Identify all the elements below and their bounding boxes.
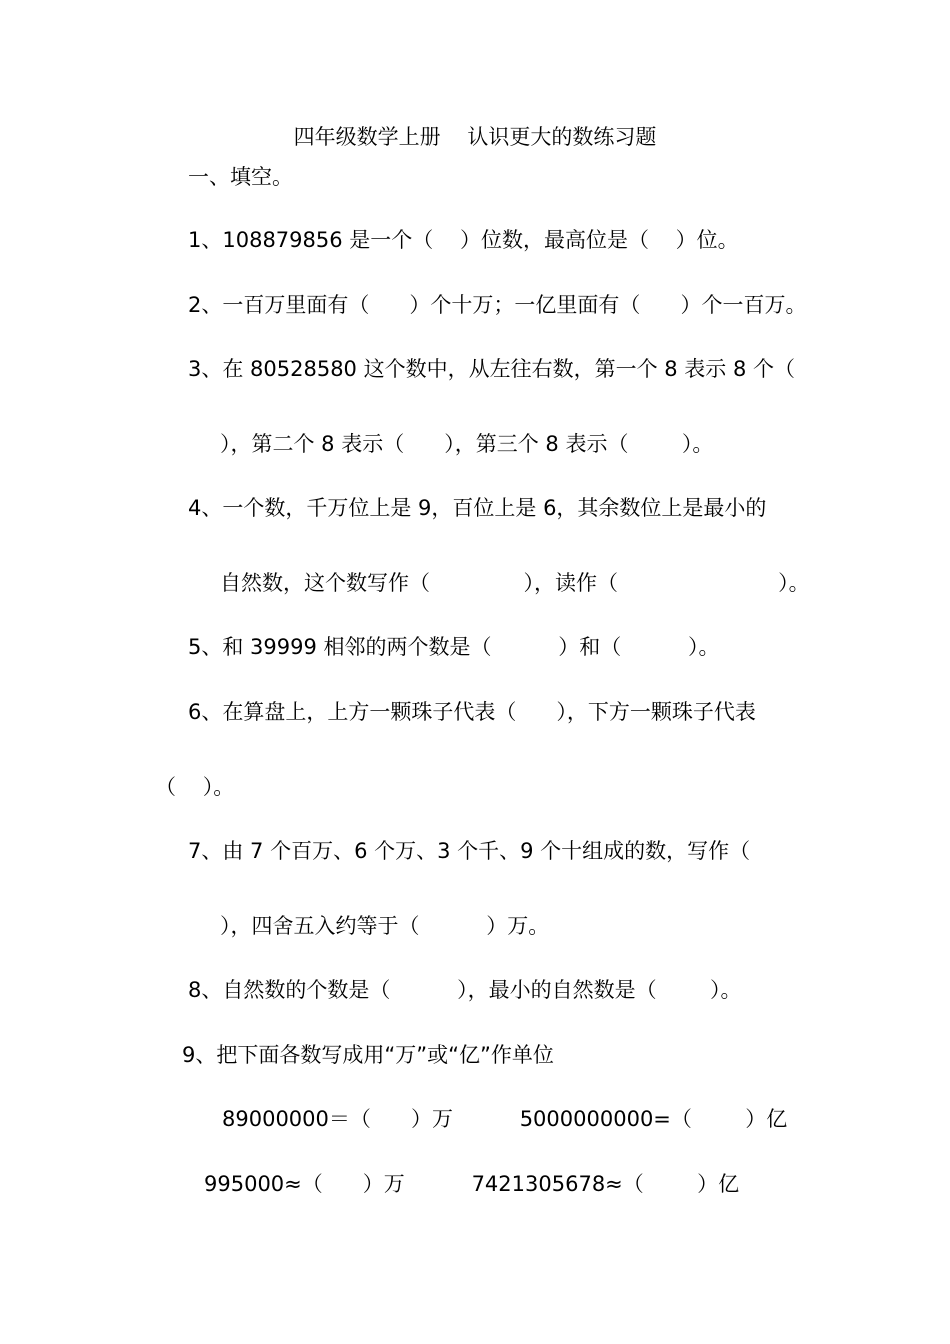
question-6: 6、在算盘上，上方一颗珠子代表（ ），下方一颗珠子代表 bbox=[188, 700, 756, 724]
question-3: 3、在 80528580 这个数中，从左往右数，第一个 8 表示 8 个（ bbox=[188, 357, 796, 381]
question-7: 7、由 7 个百万、6 个万、3 个千、9 个十组成的数，写作（ bbox=[188, 839, 751, 863]
question-3-continued: ），第二个 8 表示（ ），第三个 8 表示（ ）。 bbox=[220, 432, 714, 456]
question-1: 1、108879856 是一个（ ）位数，最高位是（ ）位。 bbox=[188, 228, 739, 252]
question-9: 9、把下面各数写成用“万”或“亿”作单位 bbox=[182, 1043, 554, 1067]
question-4: 4、一个数，千万位上是 9，百位上是 6，其余数位上是最小的 bbox=[188, 496, 767, 520]
question-8: 8、自然数的个数是（ ），最小的自然数是（ ）。 bbox=[188, 978, 742, 1002]
question-2: 2、一百万里面有（ ）个十万；一亿里面有（ ）个一百万。 bbox=[188, 293, 807, 317]
question-9-row-1: 89000000＝（ ）万 5000000000=（ ）亿 bbox=[222, 1107, 788, 1131]
question-4-continued: 自然数，这个数写作（ ），读作（ ）。 bbox=[220, 571, 810, 595]
question-6-continued: （ ）。 bbox=[155, 775, 235, 799]
section-heading: 一、填空。 bbox=[188, 165, 293, 189]
question-5: 5、和 39999 相邻的两个数是（ ）和（ ）。 bbox=[188, 635, 720, 659]
document-title: 四年级数学上册 认识更大的数练习题 bbox=[293, 125, 657, 149]
question-9-row-2: 995000≈（ ）万 7421305678≈（ ）亿 bbox=[204, 1172, 740, 1196]
question-7-continued: ），四舍五入约等于（ ）万。 bbox=[220, 914, 550, 938]
